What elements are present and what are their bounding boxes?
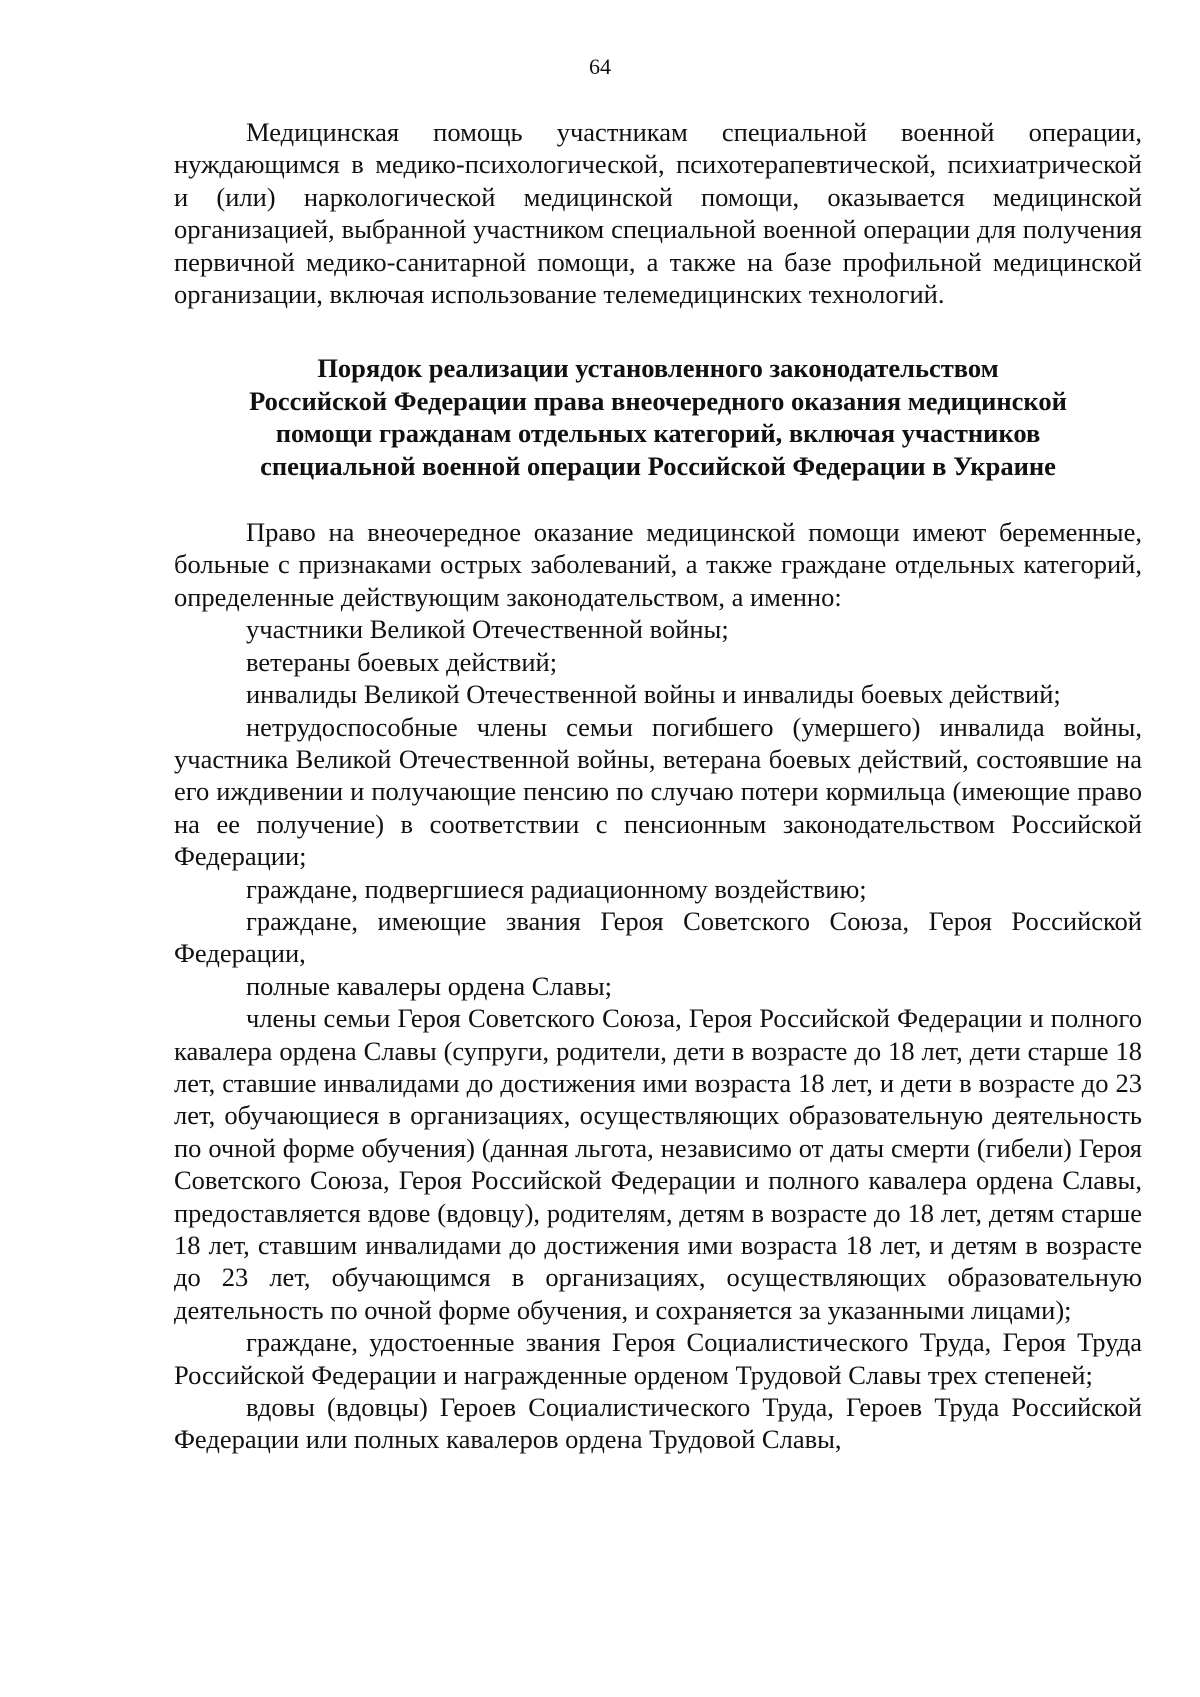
page-content [174,116,1142,1456]
list-item: граждане, имеющие звания Героя Советского Союза, Героя Российской Федерации, [174,905,1142,969]
list-item: граждане, подвергшиеся радиационному воздействию; [246,873,867,904]
section-heading-line: Российской Федерации права внеочередного оказания медицинской [249,385,1067,416]
list-item: участники Великой Отечественной войны; [246,614,729,645]
intro-paragraph: Медицинская помощь участникам специальной военной операции, нуждающимся в медико-психологической, психотерапевтической, психиатрической и (или) наркологической медицинской помощи, оказывается медицинской организацией, выбранной участником специальной военной операции для получения первичной медико-санитарной помощи, а также на базе профильной медицинской организации, включая использование телемедицинских технологий. [174,117,1142,310]
page-number: 64 [589,54,611,79]
list-item: вдовы (вдовцы) Героев Социалистического Труда, Героев Труда Российской Федерации или полных кавалеров ордена Трудовой Славы, [174,1392,1142,1455]
body-paragraph: Право на внеочередное оказание медицинской помощи имеют беременные, больные с признаками острых заболеваний, а также граждане отдельных категорий, определенные действующим законодательством, а именно: [174,517,1142,612]
list-item: инвалиды Великой Отечественной войны и инвалиды боевых действий; [246,679,1061,710]
list-item: полные кавалеры ордена Славы; [246,970,613,1001]
list-item: граждане, удостоенные звания Героя Социалистического Труда, Героя Труда Российской Федерации и награжденные орденом Трудовой Славы трех степеней; [174,1327,1142,1390]
section-heading-line: помощи гражданам отдельных категорий, включая участников [275,418,1041,449]
list-item: члены семьи Героя Советского Союза, Героя Российской Федерации и полного кавалера ордена Славы (супруги, родители, дети в возрасте до 18 лет, дети старше 18 лет, ставшие инвалидами до достижения ими возраста 18 лет, и дети в возрасте до 23 лет, обучающиеся в организациях, осуществляющих образовательную деятельность по очной форме обучения) (данная льгота, независимо от даты смерти (гибели) Героя Советского Союза, Героя Российской Федерации и полного кавалера ордена Славы, предоставляется вдове (вдовцу), родителям, детям в возрасте до 18 лет, детям старше 18 лет, ставшим инвалидами до достижения ими возраста 18 лет, и детям в возрасте до 23 лет, обучающимся в организациях, осуществляющих образовательную деятельность по очной форме обучения, и сохраняется за указанными лицами); [174,1003,1142,1325]
section-heading [174,352,1142,482]
list-item: ветераны боевых действий; [246,646,558,677]
section-heading-line: специальной военной операции Российской Федерации в Украине [260,450,1056,481]
list-item: нетрудоспособные члены семьи погибшего (умершего) инвалида войны, участника Великой Отечественной войны, ветерана боевых действий, состоявшие на его иждивении и получающие пенсию по случаю потери кормильца (имеющие право на ее получение) в соответствии с пенсионным законодательством Российской Федерации; [174,711,1142,872]
section-heading-line: Порядок реализации установленного законодательством [317,353,999,384]
